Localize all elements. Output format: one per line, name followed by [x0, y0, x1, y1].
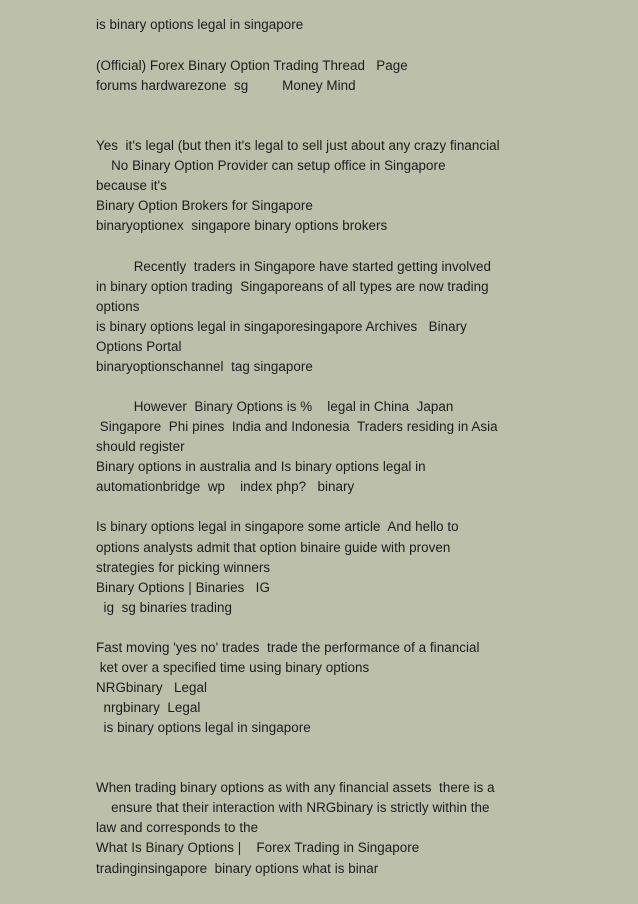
text-line: (Official) Forex Binary Option Trading Thread Page	[96, 58, 408, 73]
text-line: law and corresponds to the	[96, 820, 259, 835]
text-line: binaryoptionschannel tag singapore	[96, 359, 313, 374]
text-line: in binary option trading Singaporeans of all types are now trading	[96, 279, 489, 294]
text-line: is binary options legal in singaporesingapore Archives Binary	[96, 319, 467, 334]
text-line: Binary Options | Binaries IG	[96, 580, 270, 595]
text-line: ensure that their interaction with NRGbinary is strictly within the	[96, 800, 490, 815]
text-line: Singapore Phi pines India and Indonesia Traders residing in Asia	[96, 419, 498, 434]
text-line: forums hardwarezone sg Money Mind	[96, 78, 356, 93]
text-line: options	[96, 299, 140, 314]
text-line: binaryoptionex singapore binary options brokers	[96, 218, 388, 233]
text-line: What Is Binary Options | Forex Trading in Singapore	[96, 840, 420, 855]
text-line: No Binary Option Provider can setup office in Singapore	[96, 158, 446, 173]
text-line: strategies for picking winners	[96, 560, 271, 575]
text-line: is binary options legal in singapore	[96, 720, 311, 735]
text-line: When trading binary options as with any financial assets there is a	[96, 780, 495, 795]
text-line: NRGbinary Legal	[96, 680, 208, 695]
text-line: Recently traders in Singapore have started getting involved	[96, 259, 492, 274]
text-line: should register	[96, 439, 185, 454]
text-line: Fast moving 'yes no' trades trade the performance of a financial	[96, 640, 480, 655]
text-line: automationbridge wp index php? binary	[96, 479, 355, 494]
text-line: Options Portal	[96, 339, 182, 354]
text-line: Yes it's legal (but then it's legal to sell just about any crazy financial	[96, 138, 500, 153]
text-line: Binary Option Brokers for Singapore	[96, 198, 313, 213]
text-line: Binary options in australia and Is binary options legal in	[96, 459, 426, 474]
text-line: ig sg binaries trading	[96, 600, 232, 615]
text-line: ket over a specified time using binary options	[96, 660, 370, 675]
text-line: options analysts admit that option binaire guide with proven	[96, 540, 451, 555]
text-line: tradinginsingapore binary options what is binar	[96, 861, 379, 876]
text-line: Is binary options legal in singapore some article And hello to	[96, 519, 459, 534]
text-line: nrgbinary Legal	[96, 700, 201, 715]
text-line: However Binary Options is % legal in China Japan	[96, 399, 454, 414]
text-line: because it's	[96, 178, 167, 193]
text-line: is binary options legal in singapore	[96, 17, 304, 32]
